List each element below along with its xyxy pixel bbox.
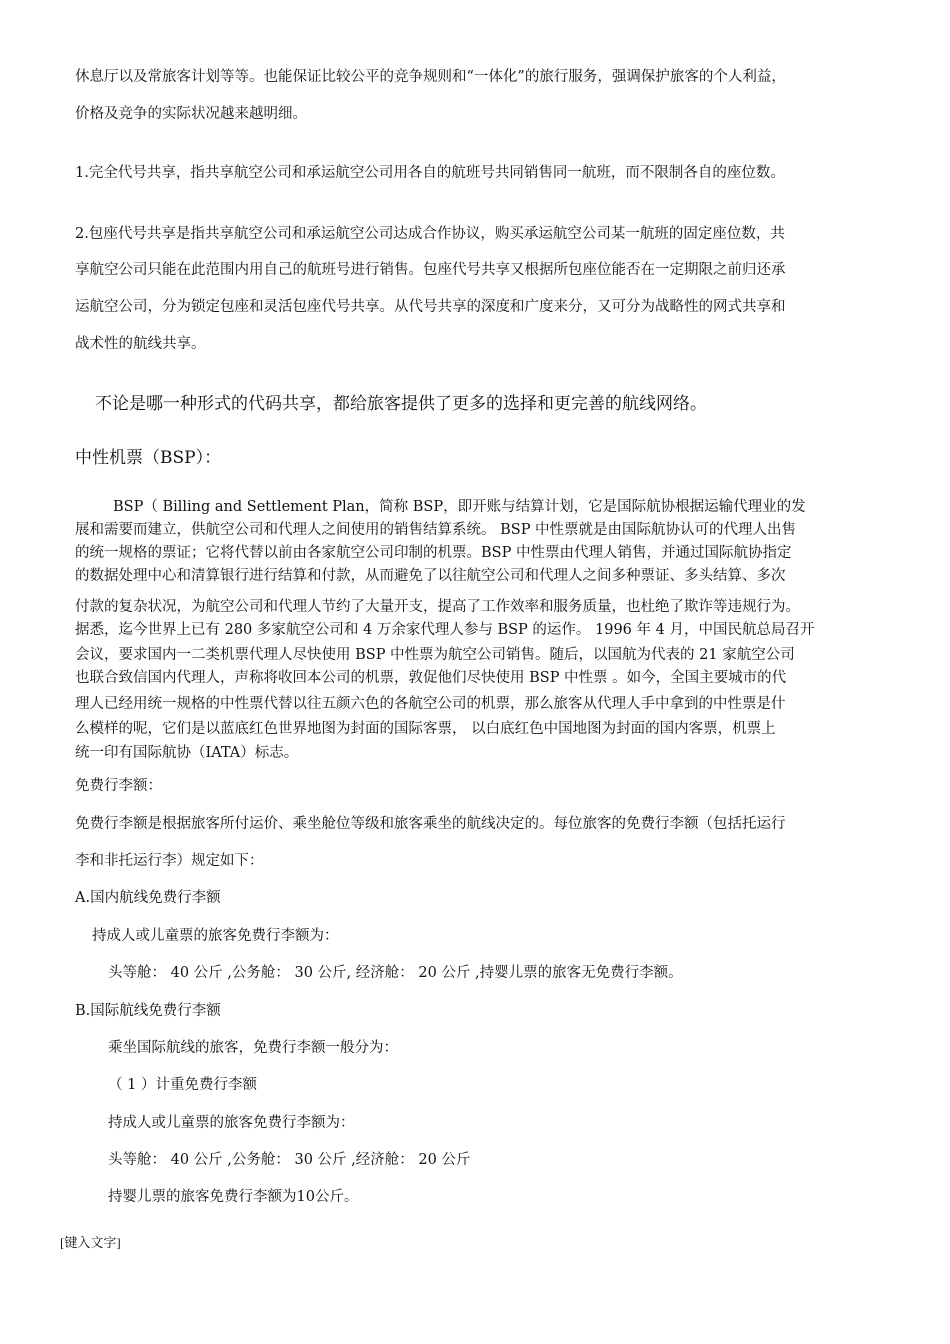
codeshare-item-2-line: 运航空公司，分为锁定包座和灵活包座代号共享。从代号共享的深度和广度来分，又可分为战略性的网式共享和: [75, 299, 786, 315]
bsp-paragraph-line: 么模样的呢，它们是以蓝底红色世界地图为封面的国际客票， 以白底红色中国地图为封面的国内客票，机票上: [75, 721, 776, 737]
bsp-paragraph-line: BSP（ Billing and Settlement Plan，简称 BSP，即开账与结算计划，它是国际航协根据运输代理业的发: [113, 499, 806, 515]
codeshare-item-1: 1.完全代号共享，指共享航空公司和承运航空公司用各自的航班号共同销售同一航班，而不限制各自的座位数。: [75, 165, 785, 181]
bsp-paragraph-line: 的统一规格的票证；它将代替以前由各家航空公司印制的机票。BSP 中性票由代理人销售，并通过国际航协指定: [75, 545, 792, 561]
baggage-desc-line: 免费行李额是根据旅客所付运价、乘坐舱位等级和旅客乘坐的航线决定的。每位旅客的免费行李额（包括托运行: [75, 816, 786, 832]
intro-line-1: 休息厅以及常旅客计划等等。也能保证比较公平的竞争规则和“一体化”的旅行服务，强调保护旅客的个人利益，: [75, 69, 786, 85]
international-intro: 乘坐国际航线的旅客，免费行李额一般分为：: [108, 1040, 398, 1056]
codeshare-item-2-line: 2.包座代号共享是指共享航空公司和承运航空公司达成合作协议，购买承运航空公司某一航班的固定座位数，共: [75, 226, 785, 242]
international-subtitle: （ 1 ）计重免费行李额: [108, 1077, 257, 1093]
bsp-paragraph-line: 付款的复杂状况，为航空公司和代理人节约了大量开支，提高了工作效率和服务质量，也杜绝了欺诈等违规行为。: [75, 599, 800, 615]
bsp-paragraph-line: 也联合致信国内代理人，声称将收回本公司的机票，敦促他们尽快使用 BSP 中性票 。如今，全国主要城市的代: [75, 670, 787, 686]
bsp-paragraph-line: 展和需要而建立，供航空公司和代理人之间使用的销售结算系统。 BSP 中性票就是由国际航协认可的代理人出售: [75, 522, 797, 538]
codeshare-item-2-line: 享航空公司只能在此范围内用自己的航班号进行销售。包座代号共享又根据所包座位能否在一定期限之前归还承: [75, 262, 786, 278]
domestic-title: A.国内航线免费行李额: [75, 890, 221, 906]
international-infant: 持婴儿票的旅客免费行李额为10公斤。: [108, 1189, 359, 1205]
bsp-paragraph-line: 统一印有国际航协（IATA）标志。: [75, 745, 299, 761]
international-title: B.国际航线免费行李额: [75, 1003, 221, 1019]
international-adult: 持成人或儿童票的旅客免费行李额为：: [108, 1115, 355, 1131]
international-detail: 头等舱： 40 公斤 ,公务舱： 30 公斤 ,经济舱： 20 公斤: [108, 1152, 471, 1168]
bsp-paragraph-line: 据悉，迄今世界上已有 280 多家航空公司和 4 万余家代理人参与 BSP 的运作。 1996 年 4 月，中国民航总局召开: [75, 622, 815, 638]
codeshare-summary: 不论是哪一种形式的代码共享，都给旅客提供了更多的选择和更完善的航线网络。: [95, 394, 707, 414]
baggage-heading: 免费行李额：: [75, 778, 162, 794]
domestic-detail: 头等舱： 40 公斤 ,公务舱： 30 公斤, 经济舱： 20 公斤 ,持婴儿票的旅客无免费行李额。: [108, 965, 683, 981]
domestic-intro: 持成人或儿童票的旅客免费行李额为：: [92, 928, 339, 944]
footer-placeholder: [键入文字]: [60, 1235, 121, 1250]
baggage-desc-line: 李和非托运行李）规定如下：: [75, 853, 264, 869]
bsp-paragraph-line: 会议，要求国内一二类机票代理人尽快使用 BSP 中性票为航空公司销售。随后，以国航为代表的 21 家航空公司: [75, 647, 795, 663]
codeshare-item-2-line: 战术性的航线共享。: [75, 336, 206, 352]
intro-line-2: 价格及竞争的实际状况越来越明细。: [75, 106, 307, 122]
bsp-paragraph-line: 理人已经用统一规格的中性票代替以往五颜六色的各航空公司的机票，那么旅客从代理人手中拿到的中性票是什: [75, 696, 786, 712]
bsp-heading: 中性机票（BSP）：: [75, 448, 222, 468]
bsp-paragraph-line: 的数据处理中心和清算银行进行结算和付款，从而避免了以往航空公司和代理人之间多种票证、多头结算、多次: [75, 568, 786, 584]
